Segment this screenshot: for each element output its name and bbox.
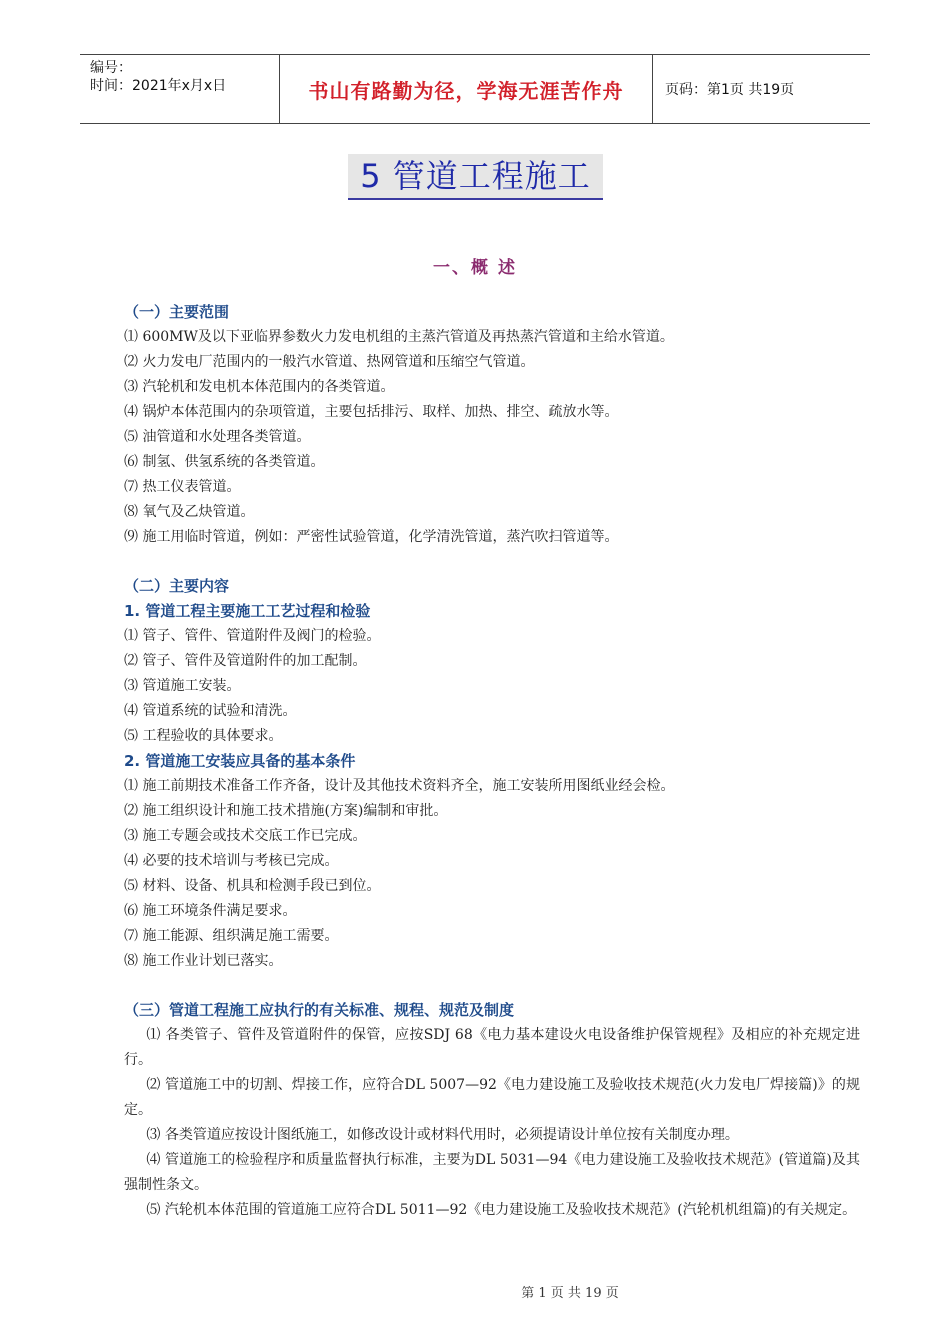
list-item: ⑸ 工程验收的具体要求。 — [124, 728, 283, 744]
list-item: ⑵ 施工组织设计和施工技术措施(方案)编制和审批。 — [124, 803, 448, 819]
page-footer: 第 1 页 共 19 页 — [521, 1286, 619, 1301]
paragraph: ⑸ 汽轮机本体范围的管道施工应符合DL 5011—92《电力建设施工及验收技术规范》(汽轮机机组篇)的有关规定。 — [146, 1202, 857, 1218]
list-item: ⑻ 施工作业计划已落实。 — [124, 953, 283, 969]
list-item: ⑴ 管子、管件、管道附件及阀门的检验。 — [124, 628, 381, 644]
part2-sub2-heading: 2. 管道施工安装应具备的基本条件 — [124, 752, 356, 770]
paragraph: ⑷ 管道施工的检验程序和质量监督执行标准，主要为DL 5031—94《电力建设施工及验收技术规范》(管道篇)及其强制性条文。 — [124, 1152, 860, 1193]
list-item: ⑸ 材料、设备、机具和检测手段已到位。 — [124, 878, 381, 894]
list-item: ⑵ 火力发电厂范围内的一般汽水管道、热网管道和压缩空气管道。 — [124, 354, 535, 370]
list-item: ⑸ 油管道和水处理各类管道。 — [124, 429, 311, 445]
list-item: ⑶ 汽轮机和发电机本体范围内的各类管道。 — [124, 379, 395, 395]
paragraph: ⑵ 管道施工中的切割、焊接工作，应符合DL 5007—92《电力建设施工及验收技术规范(火力发电厂焊接篇)》的规定。 — [124, 1077, 860, 1118]
section-title: 一、概 述 — [433, 258, 517, 278]
list-item: ⑶ 施工专题会或技术交底工作已完成。 — [124, 828, 367, 844]
list-item: ⑶ 管道施工安装。 — [124, 678, 241, 694]
paragraph: ⑶ 各类管道应按设计图纸施工，如修改设计或材料代用时，必须提请设计单位按有关制度办理。 — [146, 1127, 739, 1143]
list-item: ⑺ 热工仪表管道。 — [124, 479, 241, 495]
list-item: ⑷ 必要的技术培训与考核已完成。 — [124, 853, 339, 869]
header-page-label: 页码：第1页 共19页 — [665, 82, 795, 98]
header-meta — [80, 55, 280, 123]
list-item: ⑺ 施工能源、组织满足施工需要。 — [124, 928, 339, 944]
part1-heading: （一）主要范围 — [124, 303, 230, 321]
document-body — [124, 300, 864, 1223]
document-title: 5 管道工程施工 — [348, 154, 603, 200]
list-item: ⑵ 管子、管件及管道附件的加工配制。 — [124, 653, 367, 669]
list-item: ⑷ 管道系统的试验和清洗。 — [124, 703, 297, 719]
list-item: ⑴ 600MW及以下亚临界参数火力发电机组的主蒸汽管道及再热蒸汽管道和主给水管道。 — [124, 329, 674, 345]
part3-heading: （三）管道工程施工应执行的有关标准、规程、规范及制度 — [124, 1001, 515, 1019]
paragraph: ⑴ 各类管子、管件及管道附件的保管，应按SDJ 68《电力基本建设火电设备维护保管规程》及相应的补充规定进行。 — [124, 1027, 860, 1068]
list-item: ⑷ 锅炉本体范围内的杂项管道，主要包括排污、取样、加热、排空、疏放水等。 — [124, 404, 619, 420]
list-item: ⑼ 施工用临时管道，例如：严密性试验管道，化学清洗管道，蒸汽吹扫管道等。 — [124, 529, 619, 545]
time-label: 时间：2021年x月x日 — [90, 78, 227, 94]
list-item: ⑴ 施工前期技术准备工作齐备，设计及其他技术资料齐全，施工安装所用图纸业经会检。 — [124, 778, 675, 794]
number-label: 编号： — [90, 60, 132, 76]
page-header — [80, 54, 870, 124]
list-item: ⑹ 制氢、供氢系统的各类管道。 — [124, 454, 325, 470]
list-item: ⑹ 施工环境条件满足要求。 — [124, 903, 297, 919]
part2-heading: （二）主要内容 — [124, 577, 230, 595]
header-motto: 书山有路勤为径，学海无涯苦作舟 — [280, 55, 653, 123]
part2-sub1-heading: 1. 管道工程主要施工工艺过程和检验 — [124, 602, 371, 620]
list-item: ⑻ 氧气及乙炔管道。 — [124, 504, 255, 520]
